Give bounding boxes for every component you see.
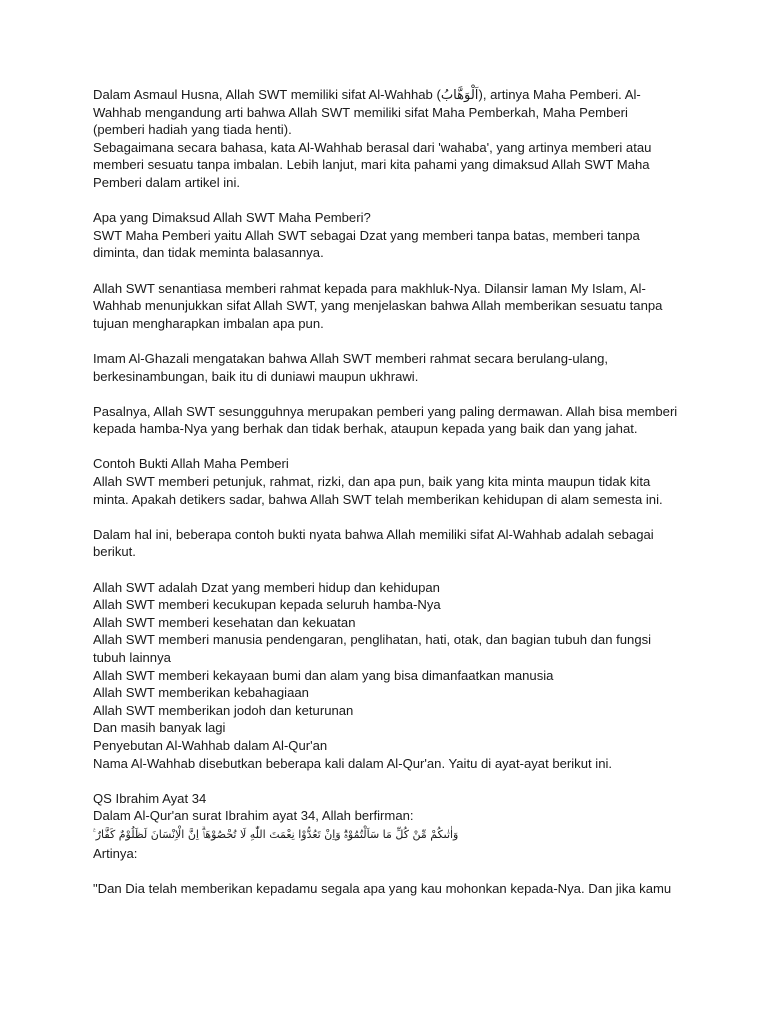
paragraph-rahmat: Allah SWT senantiasa memberi rahmat kepada para makhluk-Nya. Dilansir laman My Islam, Al-Wahhab menunjukkan sifat Allah SWT, yang menjelaskan bahwa Allah memberikan sesuatu tanpa tujuan mengharapkan imbalan apa pun. <box>93 280 663 331</box>
paragraph-etymology: Sebagaimana secara bahasa, kata Al-Wahhab berasal dari 'wahaba', yang artinya memberi atau memberi sesuatu tanpa imbalan. Lebih lanjut, mari kita pahami yang dimaksud Allah SWT Maha Pemberi dalam artikel ini. <box>93 139 652 190</box>
paragraph-quran-mentions: Nama Al-Wahhab disebutkan beberapa kali dalam Al-Qur'an. Yaitu di ayat-ayat berikut ini. <box>93 755 613 771</box>
list-item: Allah SWT memberikan jodoh dan keturunan <box>93 702 354 718</box>
paragraph-examples-lead: Dalam hal ini, beberapa contoh bukti nyata bahwa Allah memiliki sifat Al-Wahhab adalah sebagai berikut. <box>93 526 654 560</box>
arabic-verse: وَاٰتٰىكُمْ مِّنْ كُلِّ مَا سَاَلْتُمُوْهُۗ وَاِنْ تَعُدُّوْا نِعْمَتَ اللّٰهِ لَا تُحْصُوْهَاۗ اِنَّ الْاِنْسَانَ لَظَلُوْمٌ كَفَّارٌ ࣖ <box>93 827 459 841</box>
list-item: Allah SWT adalah Dzat yang memberi hidup dan kehidupan <box>93 579 440 595</box>
paragraph-translation: "Dan Dia telah memberikan kepadamu segala apa yang kau mohonkan kepada-Nya. Dan jika kamu <box>93 881 672 897</box>
paragraph-ibrahim-intro: Dalam Al-Qur'an surat Ibrahim ayat 34, Allah berfirman: <box>93 808 414 824</box>
list-item: Allah SWT memberikan kebahagiaan <box>93 685 309 701</box>
list-item: Allah SWT memberi kecukupan kepada seluruh hamba-Nya <box>93 597 441 613</box>
list-item: Dan masih banyak lagi <box>93 720 226 736</box>
heading-meaning: Apa yang Dimaksud Allah SWT Maha Pemberi? <box>93 210 371 226</box>
paragraph-examples-intro: Allah SWT memberi petunjuk, rahmat, rizki, dan apa pun, baik yang kita minta maupun tidak kita minta. Apakah detikers sadar, bahwa Allah SWT telah memberikan kehidupan di alam semesta ini. <box>93 474 663 507</box>
list-item: Allah SWT memberi kekayaan bumi dan alam yang bisa dimanfaatkan manusia <box>93 667 554 683</box>
heading-examples: Contoh Bukti Allah Maha Pemberi <box>93 456 289 472</box>
list-item: Allah SWT memberi manusia pendengaran, penglihatan, hati, otak, dan bagian tubuh dan fungsi tubuh lainnya <box>93 632 652 665</box>
heading-ibrahim-34: QS Ibrahim Ayat 34 <box>93 790 207 806</box>
paragraph-intro: Dalam Asmaul Husna, Allah SWT memiliki sifat Al-Wahhab (اَلْوَهَّابُ), artinya Maha Pemberi. Al-Wahhab mengandung arti bahwa Allah SWT memiliki sifat Maha Pemberkah, Maha Pemberi (pemberi hadiah yang tiada henti). <box>93 87 641 138</box>
heading-quran-mentions: Penyebutan Al-Wahhab dalam Al-Qur'an <box>93 737 328 753</box>
list-item: Allah SWT memberi kesehatan dan kekuatan <box>93 614 356 630</box>
paragraph-ghazali: Imam Al-Ghazali mengatakan bahwa Allah SWT memberi rahmat secara berulang-ulang, berkesinambungan, baik itu di duniawi maupun ukhrawi. <box>93 350 609 384</box>
paragraph-dermawan: Pasalnya, Allah SWT sesungguhnya merupakan pemberi yang paling dermawan. Allah bisa memberi kepada hamba-Nya yang berhak dan tidak berhak, ataupun kepada yang baik dan yang jahat. <box>93 403 678 437</box>
label-artinya: Artinya: <box>93 845 138 861</box>
document-page <box>93 86 683 898</box>
paragraph-meaning: SWT Maha Pemberi yaitu Allah SWT sebagai Dzat yang memberi tanpa batas, memberi tanpa diminta, dan tidak meminta balasannya. <box>93 227 640 261</box>
